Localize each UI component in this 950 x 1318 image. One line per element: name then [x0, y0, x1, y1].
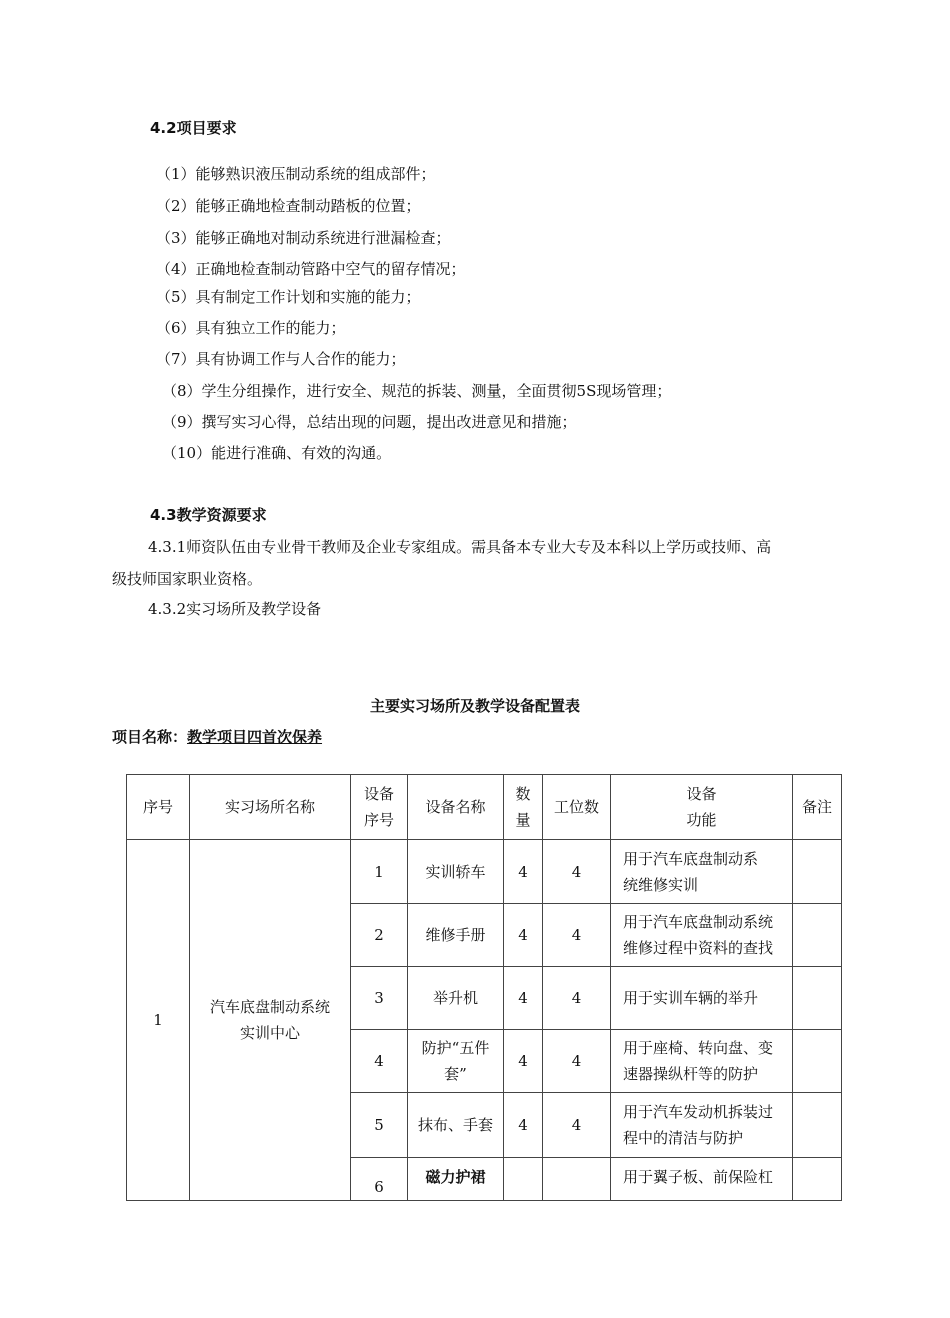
device-qty: 4 [504, 904, 543, 967]
device-function: 用于汽车底盘制动系统 维修过程中资料的查找 [611, 904, 793, 967]
device-no: 5 [351, 1093, 408, 1158]
requirement-item: （6）具有独立工作的能力； [156, 319, 346, 337]
section-4-3-heading: 4.3教学资源要求 [150, 506, 267, 524]
device-function: 用于汽车发动机拆装过 程中的清洁与防护 [611, 1093, 793, 1158]
device-no: 4 [351, 1030, 408, 1093]
device-remark [793, 904, 842, 967]
project-name-line [112, 726, 322, 747]
device-name: 磁力护裙 [408, 1158, 504, 1201]
device-qty: 4 [504, 967, 543, 1030]
header-remark: 备注 [793, 775, 842, 840]
table-row [127, 840, 842, 904]
device-stations: 4 [543, 840, 611, 904]
device-stations: 4 [543, 904, 611, 967]
header-device-seq: 设备 序号 [351, 775, 408, 840]
device-no: 6 [351, 1158, 408, 1201]
paragraph-4-3-1: 4.3.1师资队伍由专业骨干教师及企业专家组成。需具备本专业大专及本科以上学历或技师、高 [148, 538, 772, 556]
device-no: 1 [351, 840, 408, 904]
table-header-row [127, 775, 842, 840]
device-name: 举升机 [408, 967, 504, 1030]
device-qty: 4 [504, 840, 543, 904]
device-remark [793, 840, 842, 904]
device-qty [504, 1158, 543, 1201]
device-name: 防护“五件 套” [408, 1030, 504, 1093]
requirement-item: （4）正确地检查制动管路中空气的留存情况； [156, 260, 466, 278]
device-stations: 4 [543, 967, 611, 1030]
requirement-item: （10）能进行准确、有效的沟通。 [162, 444, 392, 462]
header-seq: 序号 [127, 775, 190, 840]
device-stations: 4 [543, 1093, 611, 1158]
device-name: 实训轿车 [408, 840, 504, 904]
device-remark [793, 1030, 842, 1093]
group-seq: 1 [127, 840, 190, 1201]
project-label: 项目名称： [112, 728, 188, 746]
section-4-2-heading: 4.2项目要求 [150, 119, 237, 137]
header-function: 设备 功能 [611, 775, 793, 840]
project-name: 教学项目四首次保养 [187, 728, 323, 746]
device-remark [793, 1158, 842, 1201]
equipment-table [126, 774, 842, 1201]
paragraph-4-3-1-cont: 级技师国家职业资格。 [112, 570, 263, 588]
requirement-item: （1）能够熟识液压制动系统的组成部件； [156, 165, 436, 183]
device-remark [793, 967, 842, 1030]
device-name: 维修手册 [408, 904, 504, 967]
device-remark [793, 1093, 842, 1158]
header-device-name: 设备名称 [408, 775, 504, 840]
header-site: 实习场所名称 [190, 775, 351, 840]
requirement-item: （5）具有制定工作计划和实施的能力； [156, 288, 421, 306]
requirement-item: （7）具有协调工作与人合作的能力； [156, 350, 406, 368]
device-name: 抹布、手套 [408, 1093, 504, 1158]
paragraph-4-3-2: 4.3.2实习场所及教学设备 [148, 600, 322, 618]
device-stations [543, 1158, 611, 1201]
device-qty: 4 [504, 1093, 543, 1158]
device-function: 用于汽车底盘制动系 统维修实训 [611, 840, 793, 904]
requirement-item: （2）能够正确地检查制动踏板的位置； [156, 197, 421, 215]
device-function: 用于实训车辆的举升 [611, 967, 793, 1030]
requirement-item: （9）撰写实习心得，总结出现的问题，提出改进意见和措施； [162, 413, 577, 431]
requirement-item: （8）学生分组操作，进行安全、规范的拆装、测量，全面贯彻5S现场管理； [162, 382, 672, 400]
device-qty: 4 [504, 1030, 543, 1093]
device-no: 2 [351, 904, 408, 967]
header-stations: 工位数 [543, 775, 611, 840]
device-stations: 4 [543, 1030, 611, 1093]
device-no: 3 [351, 967, 408, 1030]
device-function: 用于翼子板、前保险杠 [611, 1158, 793, 1201]
requirement-item: （3）能够正确地对制动系统进行泄漏检查； [156, 229, 451, 247]
table-title: 主要实习场所及教学设备配置表 [369, 697, 580, 715]
device-function: 用于座椅、转向盘、变 速器操纵杆等的防护 [611, 1030, 793, 1093]
group-site: 汽车底盘制动系统 实训中心 [190, 840, 351, 1201]
header-quantity: 数 量 [504, 775, 543, 840]
